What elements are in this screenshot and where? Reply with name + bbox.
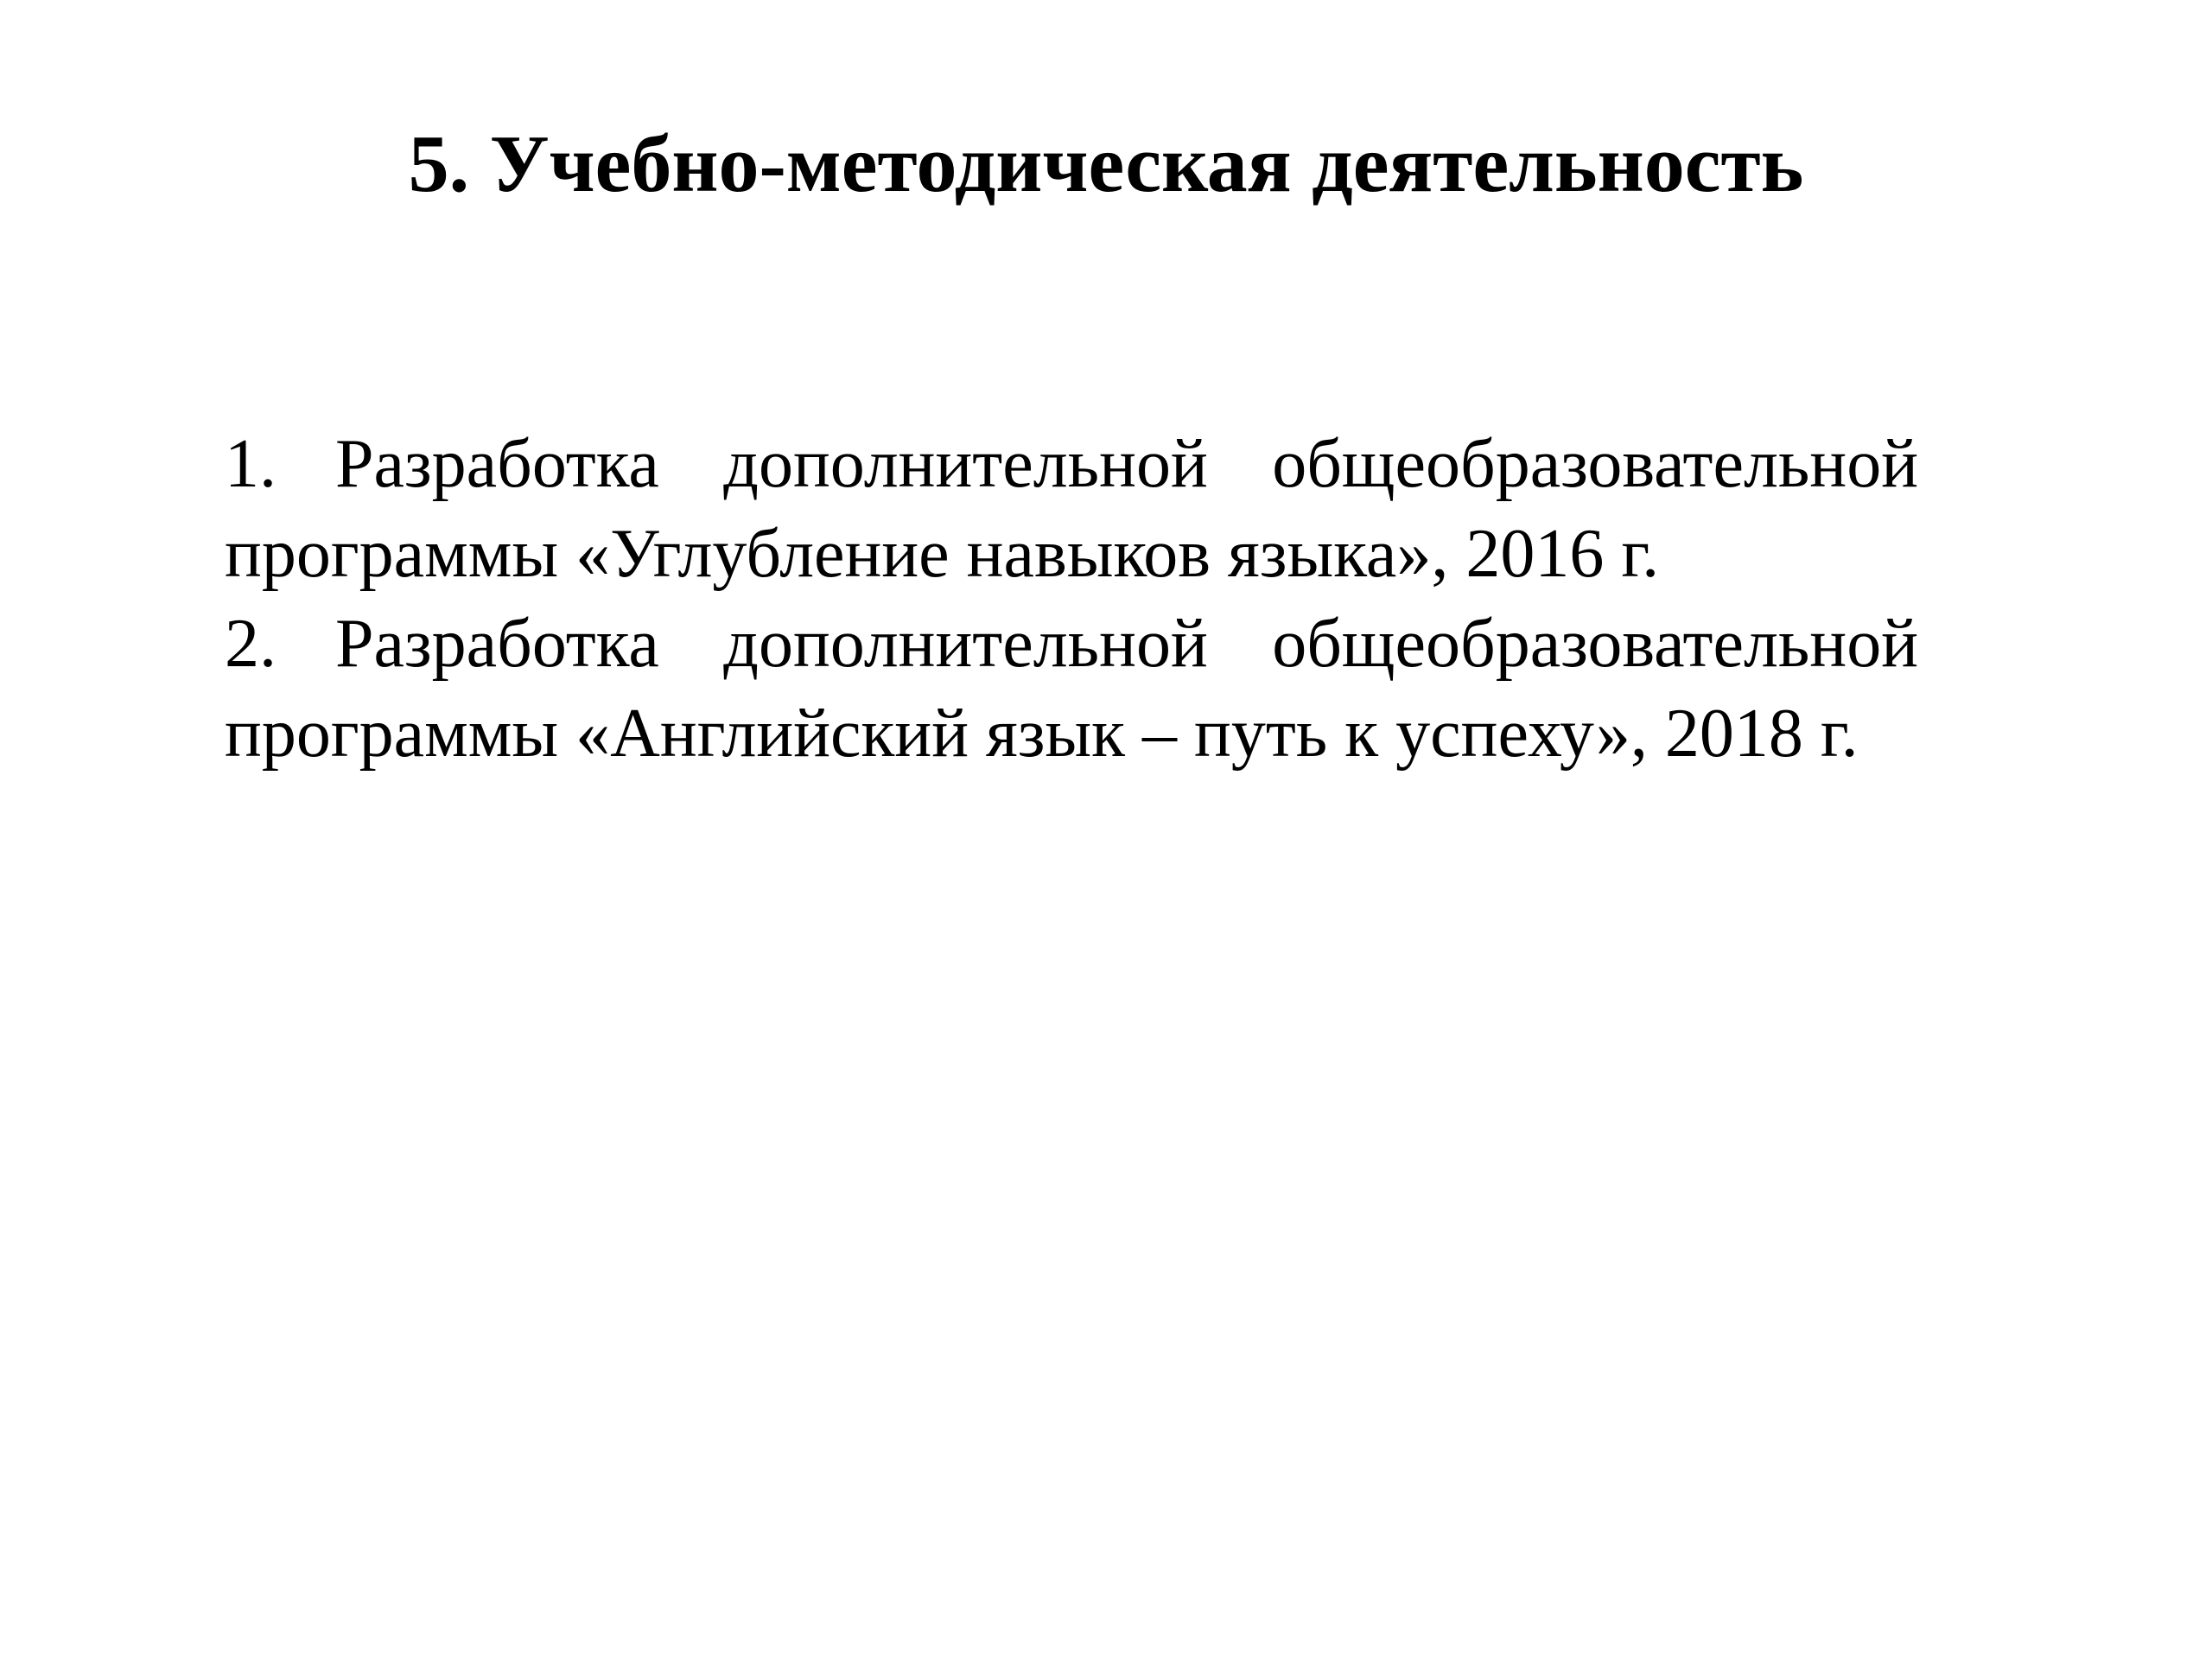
activity-list: [225, 419, 1918, 779]
list-item-text: Разработка дополнительной общеобразовательной программы «Английский язык – путь к успеху», 2018 г.: [225, 606, 1918, 772]
slide-title: 5. Учебно-методическая деятельность: [408, 119, 1804, 209]
list-item-number: 2.: [225, 606, 276, 682]
list-item: [225, 599, 1918, 779]
list-item-number: 1.: [225, 426, 276, 502]
list-item: [225, 419, 1918, 599]
list-item-text: Разработка дополнительной общеобразовательной программы «Углубление навыков языка», 2016 г.: [225, 426, 1918, 592]
